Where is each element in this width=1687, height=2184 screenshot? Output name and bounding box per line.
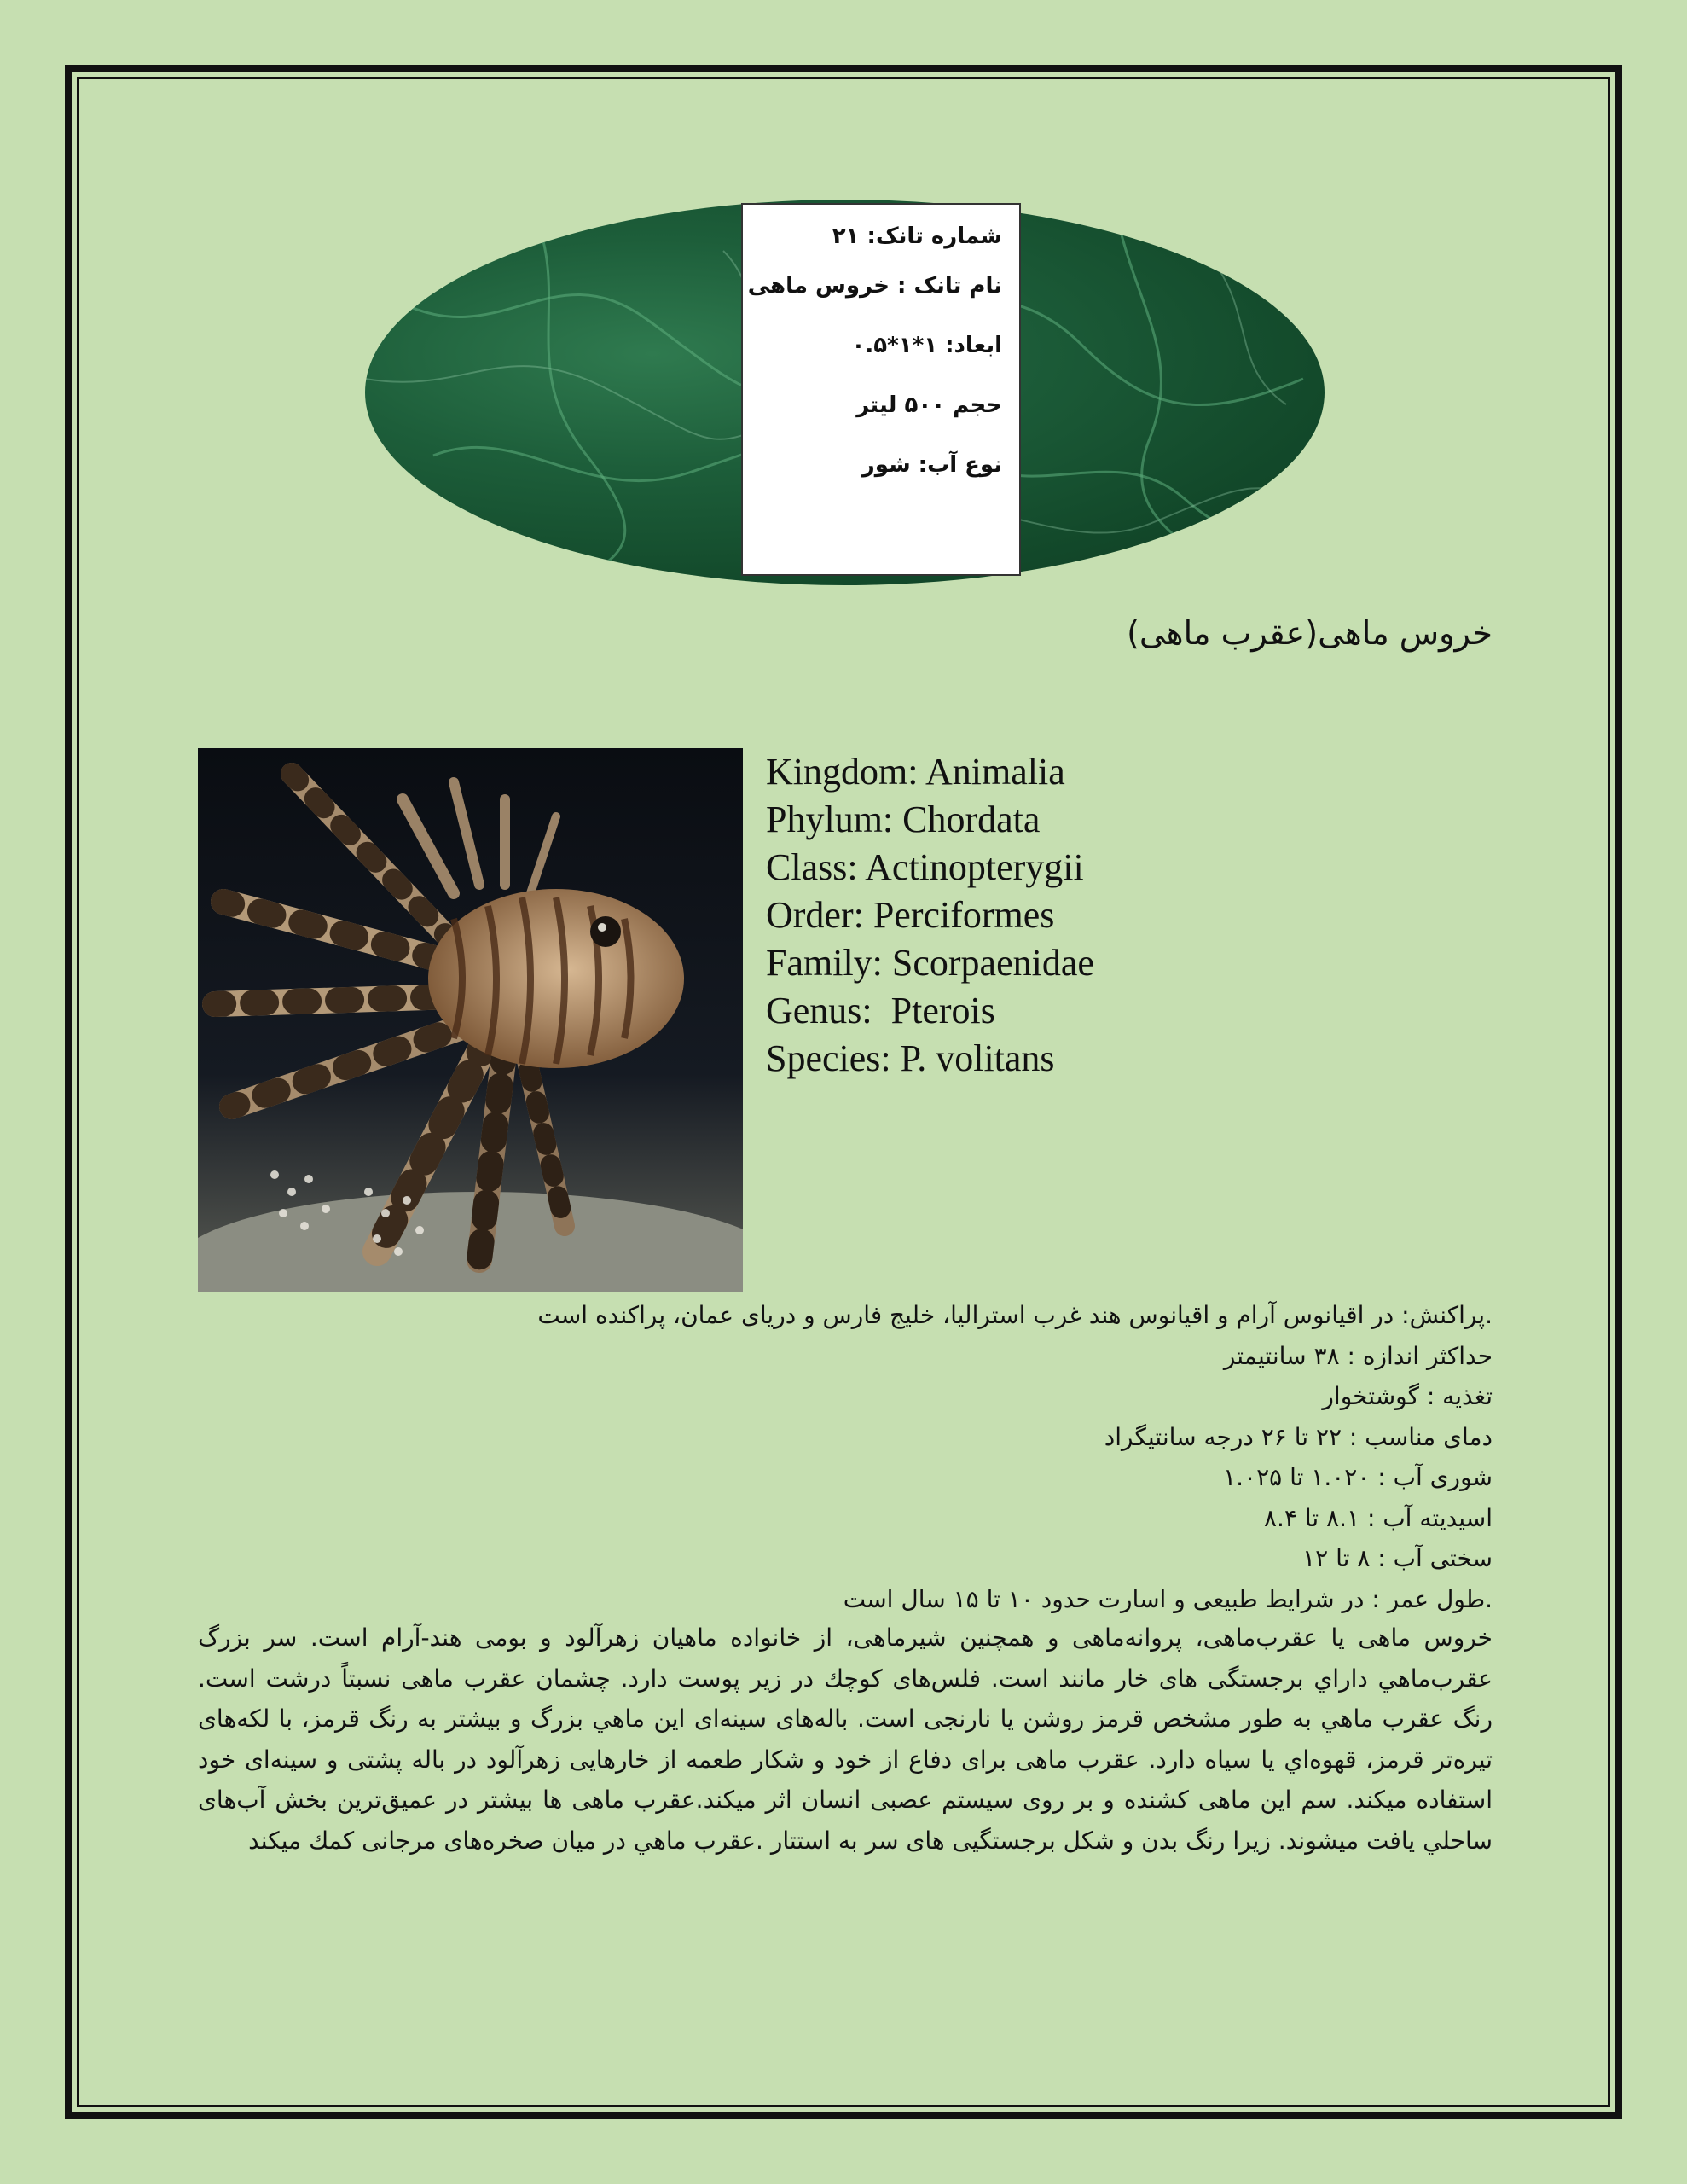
fact-temperature: دمای مناسب : ۲۲ تا ۲۶ درجه سانتیگراد xyxy=(1104,1422,1493,1451)
fact-max-size: حداکثر اندازه : ۳۸ سانتیمتر xyxy=(1223,1341,1493,1370)
description-paragraph: خروس ماهی یا عقرب‌ماهی، پروانه‌ماهی و همچنین شیرماهی، از خانواده ماهیان زهرآلود و بومی هند-آرام است. سر بزرگ عقرب‌ماهي داراي برجستگی های خار مانند است. فلس‌های کوچك در زير پوست دارد. چشمان عقرب ماهی نسبتاً درشت است. رنگ عقرب ماهي به طور مشخص قرمز روشن يا نارنجی است. باله‌های سينه‌ای اين ماهي بزرگ و بيشتر به رنگ قرمز، با لكه‌های تيره‌تر قرمز، قهوه‌اي يا سياه دارد. عقرب ماهی برای دفاع از خود و شکار طعمه از خارهایی زهرآلود در باله پشتی و سینه‌ای خود استفاده میکند. سم این ماهی کشنده و بر روی سیستم عصبی انسان اثر میکند.عقرب ماهی ها بيشتر در عميق‌ترين بخش آب‌های ساحلي يافت ميشوند. زيرا رنگ بدن و شکل برجستگیی های سر به استتار .عقرب ماهي در ميان صخره‌های مرجانی كمك ميكند xyxy=(198,1623,1493,1855)
lionfish-photo xyxy=(198,748,743,1292)
fact-lifespan: .طول عمر : در شرایط طبیعی و اسارت حدود ۱۰ تا ۱۵ سال است xyxy=(843,1584,1493,1613)
taxonomy-class: Class: Actinopterygii xyxy=(766,846,1084,888)
taxonomy-phylum: Phylum: Chordata xyxy=(766,799,1041,840)
tank-dimensions: ابعاد: ۱*۱*۰.۵ xyxy=(851,333,1002,358)
lionfish-illustration xyxy=(198,748,743,1292)
fact-salinity: شوری آب : ۱.۰۲۰ تا ۱.۰۲۵ xyxy=(1223,1463,1493,1491)
taxonomy-order: Order: Perciformes xyxy=(766,894,1055,936)
tank-info-card xyxy=(741,203,1021,576)
tank-name: نام تانک : خروس ماهی xyxy=(747,273,1002,299)
taxonomy-kingdom: Kingdom: Animalia xyxy=(766,751,1065,793)
taxonomy-species: Species: P. volitans xyxy=(766,1037,1055,1079)
facts-list xyxy=(198,1295,1493,1619)
tank-volume: حجم ۵۰۰ لیتر xyxy=(856,392,1002,418)
taxonomy-genus: Genus: Pterois xyxy=(766,990,995,1031)
water-type: نوع آب: شور xyxy=(861,452,1002,478)
fact-distribution: .پراکنش: در اقیانوس آرام و اقیانوس هند غرب استرالیا، خلیج فارس و دریای عمان، پراکنده است xyxy=(537,1301,1493,1329)
fact-hardness: سختی آب : ۸ تا ۱۲ xyxy=(1302,1544,1493,1572)
taxonomy-family: Family: Scorpaenidae xyxy=(766,942,1094,984)
tank-number: شماره تانک: ۲۱ xyxy=(832,224,1002,249)
taxonomy-list xyxy=(766,748,1094,1083)
fact-ph: اسیدیته آب : ۸.۱ تا ۸.۴ xyxy=(1263,1503,1493,1532)
fish-heading: خروس ماهی(عقرب ماهی) xyxy=(1127,614,1493,652)
fact-diet: تغذیه : گوشتخوار xyxy=(1322,1382,1493,1410)
